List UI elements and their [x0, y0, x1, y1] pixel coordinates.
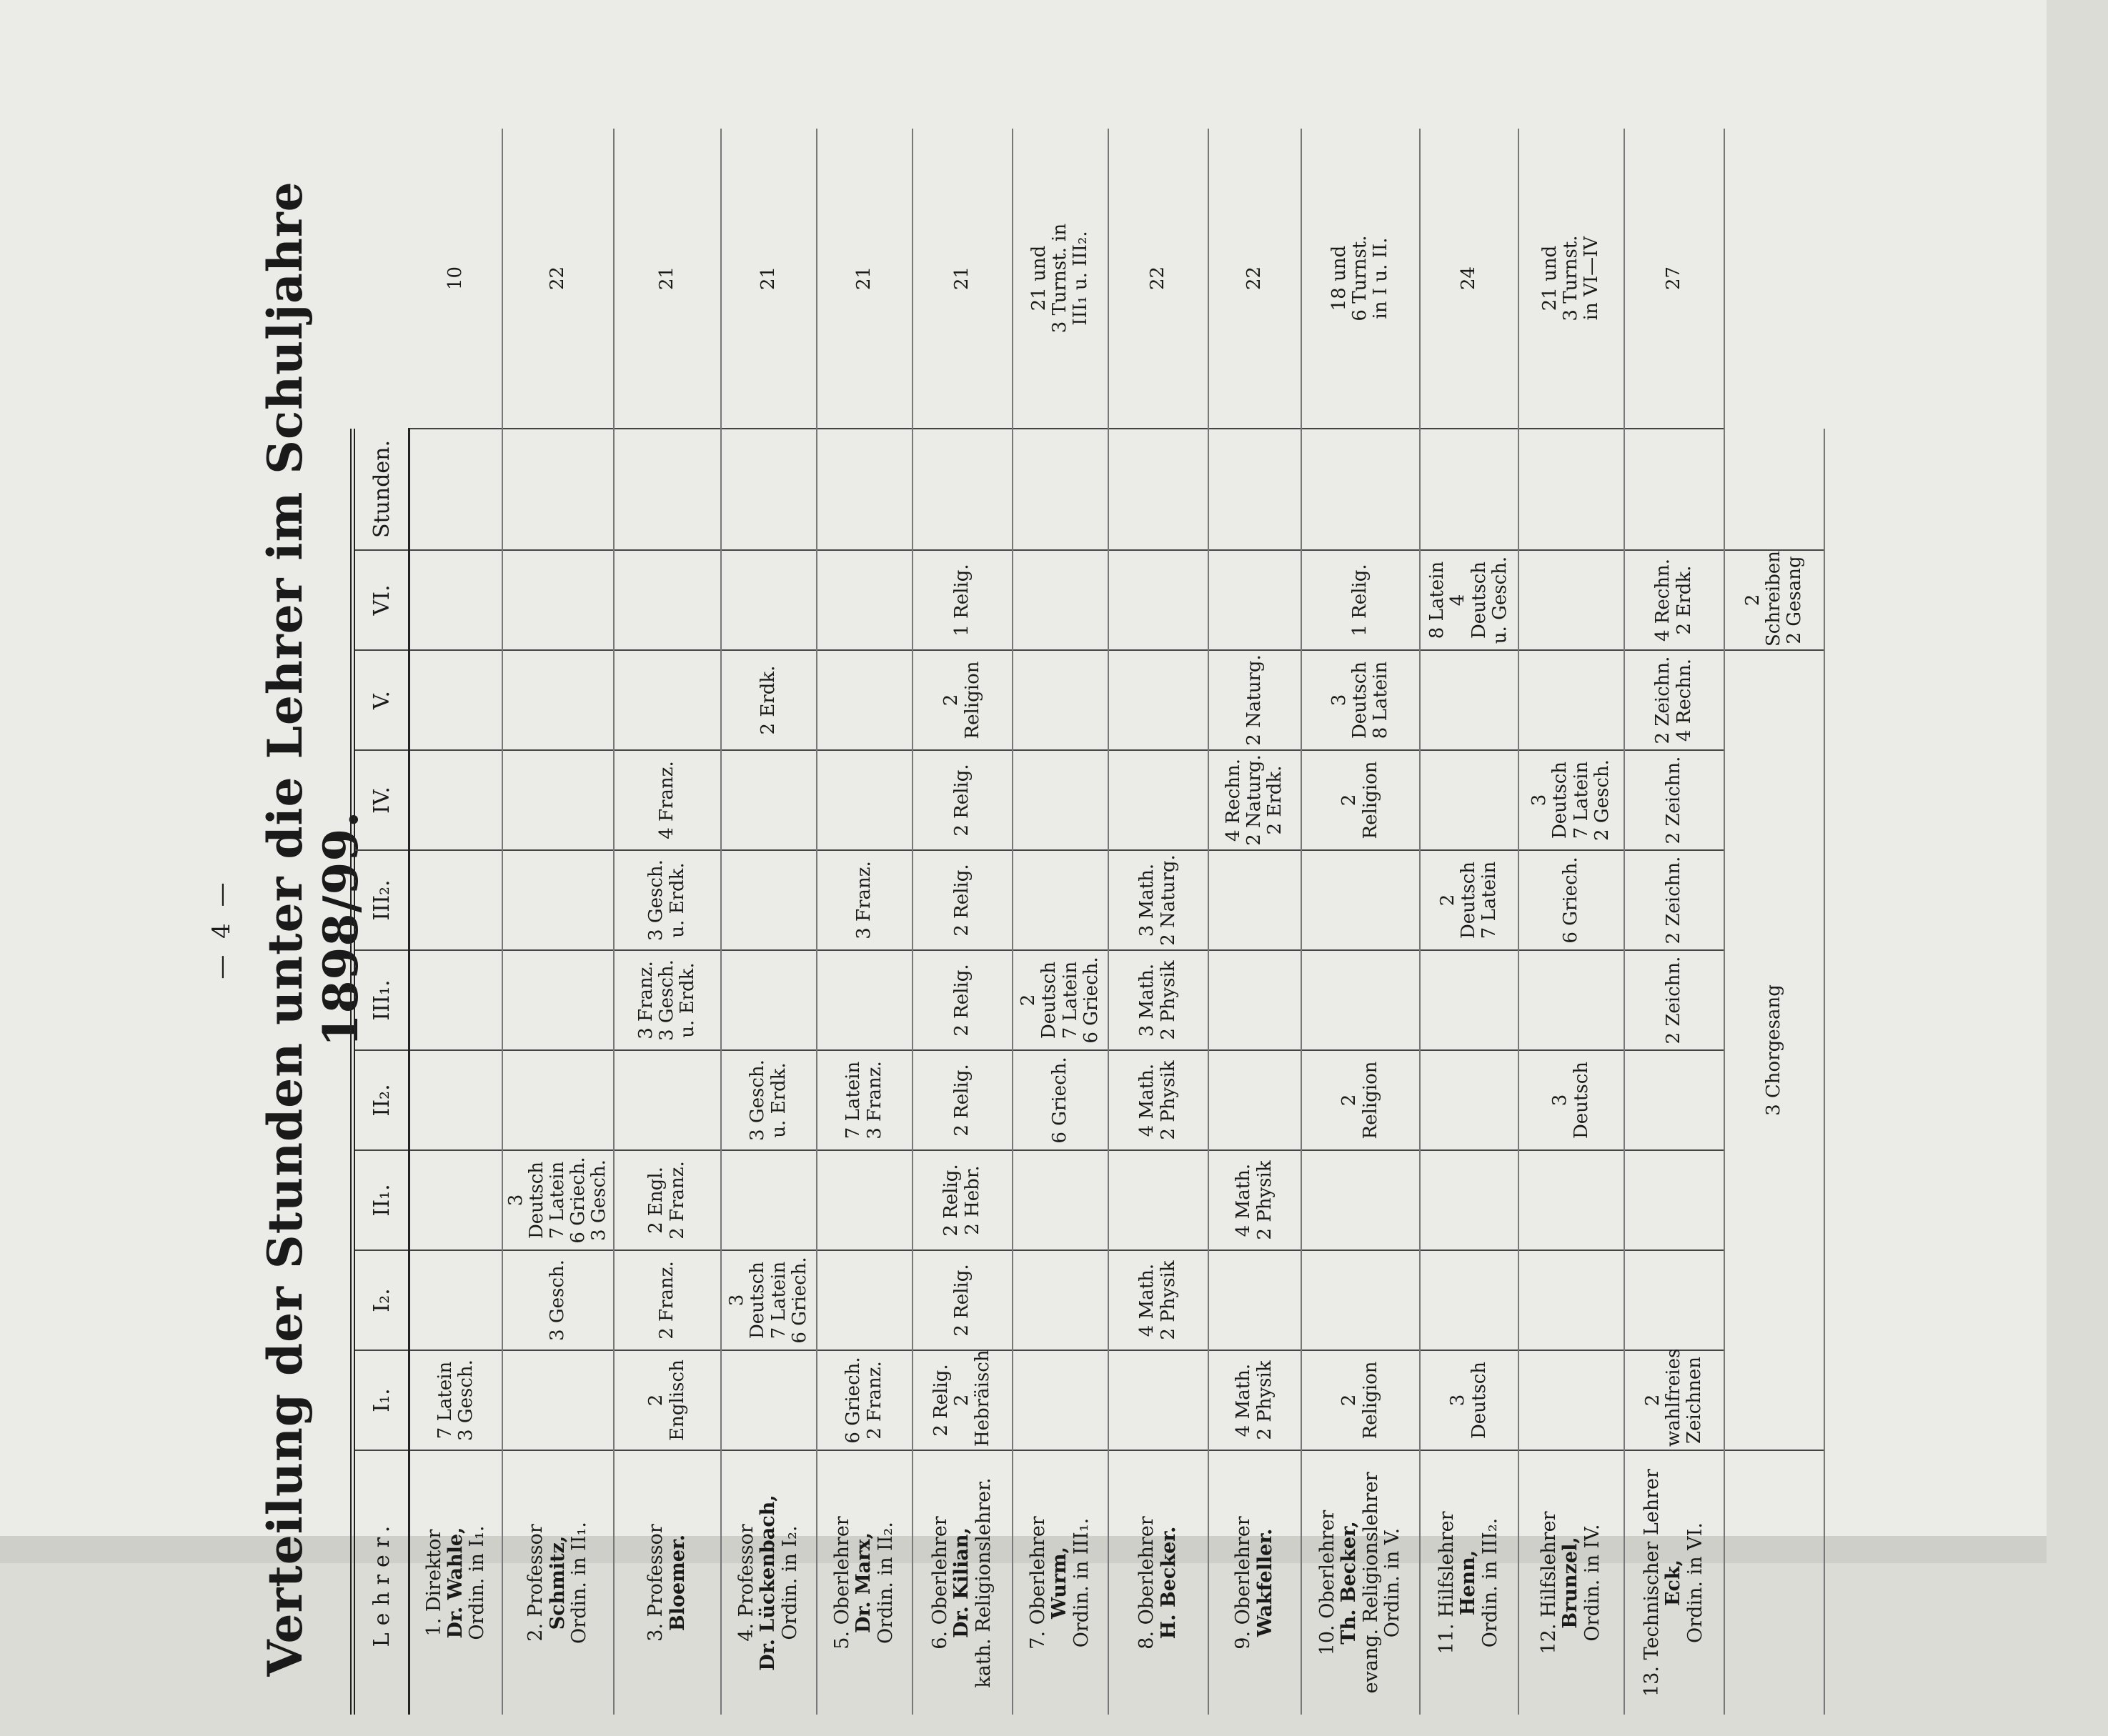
subject-cell: [1518, 650, 1624, 750]
subject-cell: 2 Zeichn.: [1624, 850, 1724, 950]
subject-cell: [502, 850, 614, 950]
subject-cell: [1108, 1150, 1208, 1250]
subject-cell: 3 Deutsch 7 Latein 6 Griech. 3 Gesch.: [502, 1150, 614, 1250]
teacher-rank: 7. Oberlehrer: [1027, 1516, 1050, 1650]
subject-cell: [409, 550, 503, 650]
hours-cell: 21: [721, 129, 817, 429]
subject-cell: 4 Math. 2 Physik: [1108, 1250, 1208, 1350]
teacher-name: Brunzel,: [1559, 1537, 1582, 1629]
subject-cell: 2 Zeichn.: [1624, 950, 1724, 1050]
teacher-rank: 4. Professor: [735, 1524, 758, 1642]
hours-cell: 10: [409, 129, 503, 429]
subject-cell: [614, 1050, 721, 1150]
teacher-role: Ordin. in II₂.: [874, 1522, 897, 1644]
header-col: IV.: [353, 750, 409, 850]
subject-cell: [1208, 950, 1301, 1050]
subject-cell: [721, 750, 817, 850]
subject-cell: [1013, 1350, 1108, 1450]
header-col: III₂.: [353, 850, 409, 950]
subject-cell: [721, 1150, 817, 1250]
teacher-rank: 8. Oberlehrer: [1135, 1516, 1158, 1650]
table-row: [409, 129, 503, 1715]
subject-cell: 2 Relig.: [913, 1250, 1013, 1350]
subject-cell: [502, 650, 614, 750]
subject-cell: 3 Gesch. u. Erdk.: [614, 850, 721, 950]
subject-cell: [1108, 550, 1208, 650]
subject-cell: [721, 950, 817, 1050]
subject-cell: 1 Relig.: [913, 550, 1013, 650]
subject-cell: 4 Franz.: [614, 750, 721, 850]
subject-cell: [409, 1150, 503, 1250]
subject-cell: [913, 429, 1013, 550]
header-row: [353, 129, 409, 1715]
hours-cell: 21: [614, 129, 721, 429]
subject-cell: [1518, 429, 1624, 550]
subject-cell: 3 Deutsch: [1518, 1050, 1624, 1150]
subject-cell: 3 Deutsch 8 Latein: [1301, 650, 1420, 750]
subject-cell: [614, 650, 721, 750]
hours-cell: 22: [1108, 129, 1208, 429]
subject-cell: [409, 1250, 503, 1350]
subject-cell: 3 Math. 2 Physik: [1108, 950, 1208, 1050]
subject-cell: 3 Franz.: [817, 850, 913, 950]
subject-cell: 2 Deutsch 7 Latein 6 Griech.: [1013, 950, 1108, 1050]
schedule-table: [350, 129, 1825, 1715]
teacher-name: Bloemer.: [666, 1534, 689, 1632]
subject-cell: [1108, 429, 1208, 550]
teacher-name: Th. Becker,: [1338, 1521, 1361, 1645]
header-col: II₁.: [353, 1150, 409, 1250]
teacher-cell: [817, 1450, 913, 1715]
teacher-role: evang. Religionslehrer Ordin. in V.: [1359, 1472, 1403, 1694]
teacher-cell: [614, 1450, 721, 1715]
teacher-role: Ordin. in III₁.: [1070, 1517, 1093, 1648]
subject-cell: [817, 1150, 913, 1250]
subject-cell: 3 Gesch. u. Erdk.: [721, 1050, 817, 1150]
subject-cell: [1518, 1150, 1624, 1250]
footnote-empty: [1724, 429, 1824, 550]
subject-cell: 2 Relig.: [913, 850, 1013, 950]
table-row: [502, 129, 614, 1715]
subject-cell: [721, 1350, 817, 1450]
teacher-rank: 13. Technischer Lehrer: [1641, 1469, 1664, 1697]
teacher-role: Ordin. in I₁.: [466, 1525, 489, 1640]
hours-cell: 18 und 6 Turnst. in I u. II.: [1301, 129, 1420, 429]
teacher-rank: 12. Hilfslehrer: [1538, 1511, 1561, 1655]
subject-cell: [1301, 850, 1420, 950]
subject-cell: 2 Relig.: [913, 750, 1013, 850]
hours-cell: 21 und 3 Turnst. in VI—IV: [1518, 129, 1624, 429]
table-row: [1518, 129, 1624, 1715]
subject-cell: [1208, 1250, 1301, 1350]
subject-cell: [409, 950, 503, 1050]
teacher-cell: [1420, 1450, 1518, 1715]
rotated-content: [193, 121, 2108, 1736]
teacher-cell: [1301, 1450, 1420, 1715]
teacher-name: Henn,: [1457, 1550, 1480, 1616]
teacher-name: Wakfeller.: [1253, 1528, 1276, 1637]
subject-cell: 2 Relig.: [913, 1050, 1013, 1150]
subject-cell: 6 Griech.: [1013, 1050, 1108, 1150]
subject-cell: 2 Zeichn.: [1624, 750, 1724, 850]
subject-cell: 3 Math. 2 Naturg.: [1108, 850, 1208, 950]
subject-cell: 2 Englisch: [614, 1350, 721, 1450]
teacher-rank: 9. Oberlehrer: [1232, 1516, 1255, 1650]
subject-cell: [721, 850, 817, 950]
subject-cell: [409, 650, 503, 750]
subject-cell: 3 Deutsch: [1420, 1350, 1518, 1450]
subject-cell: [1301, 950, 1420, 1050]
subject-cell: [1301, 1150, 1420, 1250]
page-title: Verteilung der Stunden unter die Lehrer im Schuljahre 1898/99.: [257, 181, 369, 1677]
subject-cell: [1624, 429, 1724, 550]
subject-cell: 2 Religion: [1301, 1350, 1420, 1450]
page-number: — 4 —: [207, 878, 236, 979]
teacher-role: kath. Religionslehrer.: [972, 1477, 995, 1688]
subject-cell: [409, 1050, 503, 1150]
subject-cell: [502, 550, 614, 650]
subject-cell: [721, 429, 817, 550]
teacher-rank: 6. Oberlehrer: [929, 1516, 952, 1650]
header-col: III₁.: [353, 950, 409, 1050]
teacher-rank: 10. Oberlehrer: [1316, 1510, 1339, 1656]
subject-cell: 2 Religion: [1301, 750, 1420, 850]
subject-cell: [502, 1350, 614, 1450]
subject-cell: 2 Relig.: [913, 950, 1013, 1050]
subject-cell: [1208, 429, 1301, 550]
teacher-cell: [1013, 1450, 1108, 1715]
subject-cell: [1518, 950, 1624, 1050]
subject-cell: 2 wahlfreies Zeichnen: [1624, 1350, 1724, 1450]
hours-cell: 21: [913, 129, 1013, 429]
subject-cell: [409, 850, 503, 950]
header-col: I₂.: [353, 1250, 409, 1350]
subject-cell: [1108, 1350, 1208, 1450]
table-row: [1301, 129, 1420, 1715]
subject-cell: 2 Engl. 2 Franz.: [614, 1150, 721, 1250]
teacher-role: Ordin. in IV.: [1581, 1524, 1604, 1642]
subject-cell: [1624, 1050, 1724, 1150]
hours-cell: 21 und 3 Turnst. in III₁ u. III₂.: [1013, 129, 1108, 429]
subject-cell: 3 Deutsch 7 Latein 2 Gesch.: [1518, 750, 1624, 850]
header-col: I₁.: [353, 1350, 409, 1450]
teacher-cell: [1624, 1450, 1724, 1715]
teacher-rank: 1. Direktor: [422, 1529, 445, 1637]
subject-cell: [1301, 429, 1420, 550]
subject-cell: [502, 750, 614, 850]
teacher-name: Schmitz,: [546, 1535, 569, 1630]
subject-cell: [1013, 750, 1108, 850]
teacher-cell: [409, 1450, 503, 1715]
hours-cell: 22: [1208, 129, 1301, 429]
subject-cell: [1013, 850, 1108, 950]
subject-cell: [409, 429, 503, 550]
subject-cell: [1624, 1150, 1724, 1250]
hours-cell: 21: [817, 129, 913, 429]
subject-cell: [502, 429, 614, 550]
subject-cell: 4 Rechn. 2 Naturg. 2 Erdk.: [1208, 750, 1301, 850]
subject-cell: [817, 1250, 913, 1350]
subject-cell: [1420, 429, 1518, 550]
subject-cell: [817, 750, 913, 850]
subject-cell: [1420, 650, 1518, 750]
subject-cell: 1 Relig.: [1301, 550, 1420, 650]
table-row: [1108, 129, 1208, 1715]
footnote-row: [1724, 129, 1824, 1715]
subject-cell: 2 Zeichn. 4 Rechn.: [1624, 650, 1724, 750]
subject-cell: [1013, 1250, 1108, 1350]
teacher-name: Dr. Wahle,: [444, 1527, 467, 1639]
subject-cell: 6 Griech. 2 Franz.: [817, 1350, 913, 1450]
subject-cell: 7 Latein 3 Gesch.: [409, 1350, 503, 1450]
subject-cell: [1013, 550, 1108, 650]
teacher-cell: [721, 1450, 817, 1715]
subject-cell: 2 Religion: [1301, 1050, 1420, 1150]
table-row: [1420, 129, 1518, 1715]
subject-cell: [1518, 1250, 1624, 1350]
teacher-name: Wurm,: [1048, 1546, 1071, 1620]
hours-cell: 27: [1624, 129, 1724, 429]
subject-cell: [1108, 750, 1208, 850]
header-col: II₂.: [353, 1050, 409, 1150]
subject-cell: 4 Math. 2 Physik: [1208, 1150, 1301, 1250]
subject-cell: 3 Franz. 3 Gesch. u. Erdk.: [614, 950, 721, 1050]
header-teacher: Lehrer.: [353, 1450, 409, 1715]
teacher-cell: [502, 1450, 614, 1715]
subject-cell: [1208, 1050, 1301, 1150]
teacher-cell: [1518, 1450, 1624, 1715]
subject-cell: [817, 429, 913, 550]
subject-cell: [1420, 1250, 1518, 1350]
teacher-role: Ordin. in VI.: [1684, 1522, 1706, 1643]
subject-cell: [1518, 1350, 1624, 1450]
teacher-name: Eck,: [1662, 1559, 1685, 1607]
teacher-rank: 11. Hilfslehrer: [1436, 1511, 1458, 1655]
table-row: [817, 129, 913, 1715]
subject-cell: 2 Relig. 2 Hebräisch: [913, 1350, 1013, 1450]
subject-cell: 3 Deutsch 7 Latein 6 Griech.: [721, 1250, 817, 1350]
subject-cell: [1420, 1150, 1518, 1250]
subject-cell: [721, 550, 817, 650]
subject-cell: [1518, 550, 1624, 650]
teacher-cell: [913, 1450, 1013, 1715]
subject-cell: [1420, 1050, 1518, 1150]
subject-cell: [1208, 550, 1301, 650]
subject-cell: [614, 550, 721, 650]
table-row: [1208, 129, 1301, 1715]
teacher-role: Ordin. in I₂.: [778, 1525, 801, 1640]
subject-cell: 4 Rechn. 2 Erdk.: [1624, 550, 1724, 650]
subject-cell: [1420, 950, 1518, 1050]
header-col: V.: [353, 650, 409, 750]
subject-cell: [1013, 650, 1108, 750]
teacher-cell: [1108, 1450, 1208, 1715]
table-row: [721, 129, 817, 1715]
subject-cell: 2 Naturg.: [1208, 650, 1301, 750]
subject-cell: 2 Erdk.: [721, 650, 817, 750]
subject-cell: [1624, 1250, 1724, 1350]
subject-cell: [817, 650, 913, 750]
subject-cell: 2 Deutsch 7 Latein: [1420, 850, 1518, 950]
subject-cell: [1301, 1250, 1420, 1350]
subject-cell: 8 Latein 4 Deutsch u. Gesch.: [1420, 550, 1518, 650]
subject-cell: [1013, 429, 1108, 550]
subject-cell: [614, 429, 721, 550]
subject-cell: [502, 950, 614, 1050]
subject-cell: [1108, 650, 1208, 750]
hours-cell: 24: [1420, 129, 1518, 429]
table-body: [409, 129, 1824, 1715]
subject-cell: 4 Math. 2 Physik: [1208, 1350, 1301, 1450]
teacher-name: Dr. Marx,: [852, 1532, 875, 1634]
teacher-rank: 2. Professor: [524, 1524, 547, 1642]
table-row: [913, 129, 1013, 1715]
subject-cell: 2 Religion: [913, 650, 1013, 750]
subject-cell: [1013, 1150, 1108, 1250]
footnote-spacer: [1724, 1450, 1824, 1715]
chorgesang-cell: 3 Chorgesang: [1724, 650, 1824, 1450]
table-row: [614, 129, 721, 1715]
teacher-name: H. Becker.: [1157, 1526, 1180, 1640]
header-hours: Stunden.: [353, 429, 409, 550]
hours-cell: 22: [502, 129, 614, 429]
schreiben-cell: 2 Schreiben 2 Gesang: [1724, 550, 1824, 650]
teacher-role: Ordin. in II₁.: [567, 1522, 590, 1644]
subject-cell: 2 Franz.: [614, 1250, 721, 1350]
subject-cell: [409, 750, 503, 850]
subject-cell: [817, 950, 913, 1050]
teacher-role: Ordin. in III₂.: [1478, 1517, 1501, 1648]
header-col: VI.: [353, 550, 409, 650]
subject-cell: 4 Math. 2 Physik: [1108, 1050, 1208, 1150]
teacher-name: Dr. Lückenbach,: [757, 1495, 780, 1671]
subject-cell: 3 Gesch.: [502, 1250, 614, 1350]
subject-cell: 6 Griech.: [1518, 850, 1624, 950]
teacher-name: Dr. Kilian,: [950, 1527, 973, 1638]
table-row: [1013, 129, 1108, 1715]
teacher-cell: [1208, 1450, 1301, 1715]
teacher-rank: 5. Oberlehrer: [831, 1516, 854, 1650]
subject-cell: 2 Relig. 2 Hebr.: [913, 1150, 1013, 1250]
subject-cell: [1208, 850, 1301, 950]
subject-cell: [502, 1050, 614, 1150]
subject-cell: [817, 550, 913, 650]
table-row: [1624, 129, 1724, 1715]
subject-cell: [1420, 750, 1518, 850]
teacher-rank: 3. Professor: [645, 1524, 667, 1642]
subject-cell: 7 Latein 3 Franz.: [817, 1050, 913, 1150]
